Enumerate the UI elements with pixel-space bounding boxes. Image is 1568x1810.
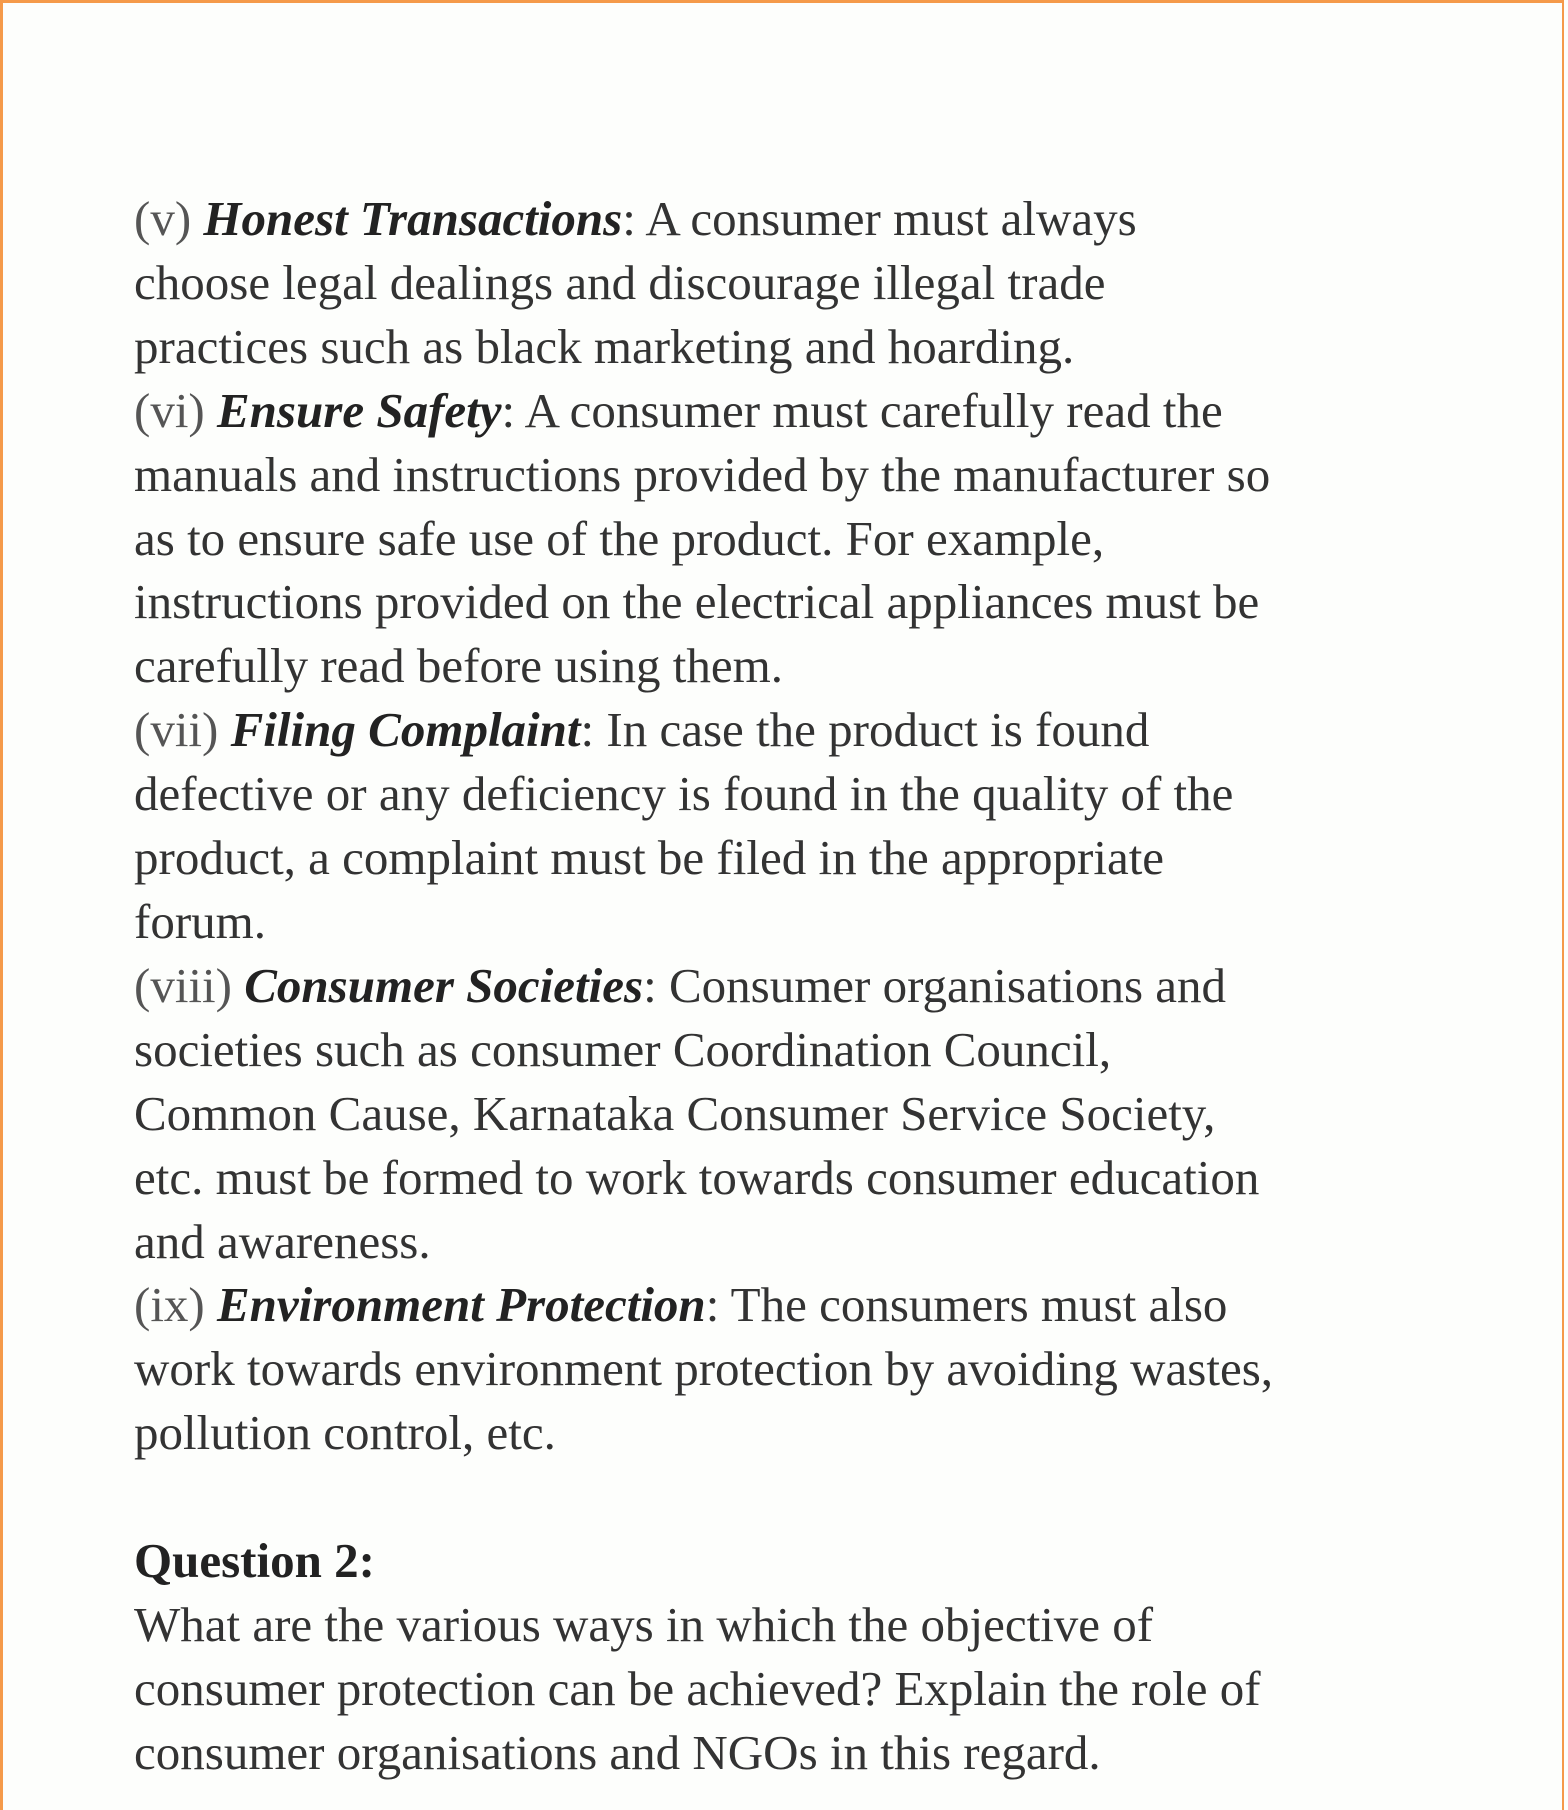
item-term: Filing Complaint [230,702,581,758]
question-title: Question 2: [134,1533,375,1589]
item-text: : A consumer must carefully read the [501,382,1223,438]
text-line: as to ensure safe use of the product. For example, [134,510,1105,566]
item-text: : Consumer organisations and [643,957,1227,1013]
text-line [134,954,1273,1018]
question-line: consumer organisations and NGOs in this regard. [134,1724,1101,1780]
item-text: : A consumer must always [622,191,1137,246]
item-term: Environment Protection [217,1277,706,1333]
question-line: What are the various ways in which the objective of [134,1596,1154,1652]
text-line [134,379,1273,443]
answer-list [134,187,1273,1465]
text-line: carefully read before using them. [134,638,783,694]
text-line: defective or any deficiency is found in the quality of the [134,766,1234,822]
item-number: (ix) [134,1277,205,1333]
text-line [134,1273,1273,1337]
text-line: work towards environment protection by avoiding wastes, [134,1341,1274,1397]
text-line [134,698,1273,762]
item-term: Ensure Safety [217,382,502,438]
spacer [134,1465,1273,1529]
list-item [134,954,1273,1274]
text-line: forum. [134,893,266,949]
question-line: consumer protection can be achieved? Explain the role of [134,1660,1261,1716]
item-text: : The consumers must also [705,1277,1228,1333]
list-item [134,379,1273,699]
text-line: instructions provided on the electrical appliances must be [134,574,1260,630]
text-line: practices such as black marketing and hoarding. [134,318,1075,374]
text-line: and awareness. [134,1213,431,1269]
text-line: etc. must be formed to work towards consumer education [134,1149,1260,1205]
text-line: Common Cause, Karnataka Consumer Service Society, [134,1085,1216,1141]
list-item [134,187,1273,379]
item-number: (vii) [134,702,219,758]
item-number: (vi) [134,382,205,438]
list-item [134,1273,1273,1465]
text-line: product, a complaint must be filed in the appropriate [134,830,1165,886]
item-text: : In case the product is found [580,702,1150,758]
item-term: Consumer Societies [244,957,644,1013]
item-number: (viii) [134,957,232,1013]
text-line: societies such as consumer Coordination Council, [134,1021,1112,1077]
list-item [134,698,1273,954]
text-line: manuals and instructions provided by the manufacturer so [134,446,1271,502]
text-line: choose legal dealings and discourage illegal trade [134,254,1106,310]
item-term: Honest Transactions [203,191,623,246]
text-line: pollution control, etc. [134,1405,556,1461]
text-line [134,187,1273,251]
document-body [134,187,1273,1785]
item-number: (v) [134,191,192,246]
